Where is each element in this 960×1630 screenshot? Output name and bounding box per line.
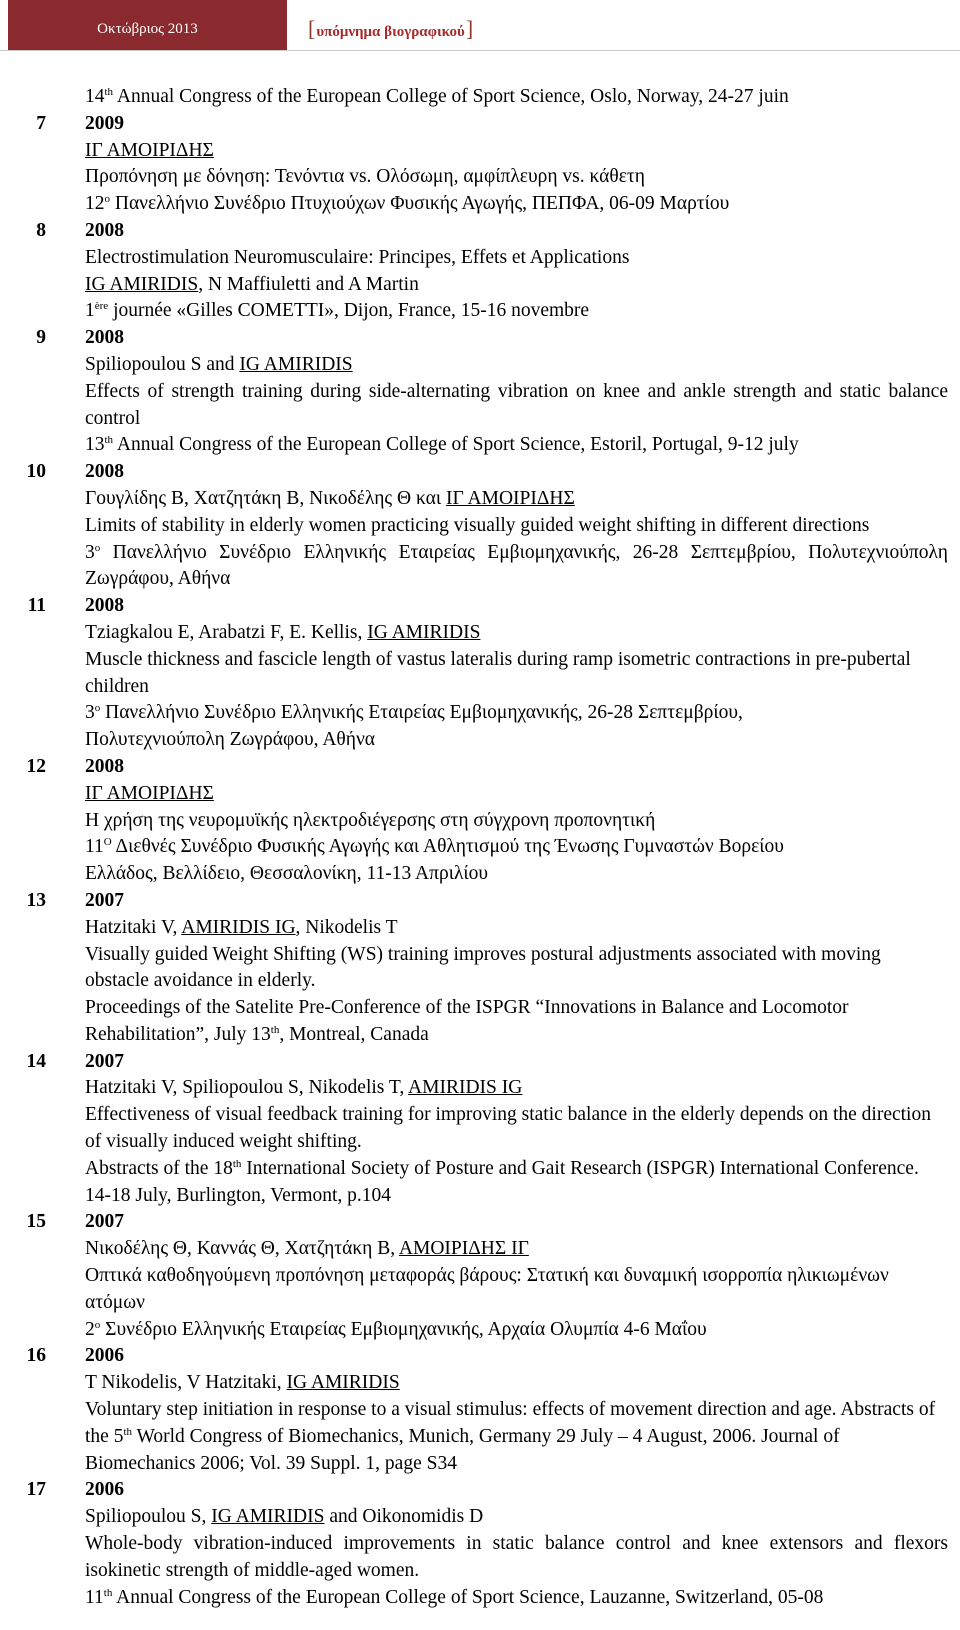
- entry-11-year-row: [0, 593, 960, 620]
- entry-9-authors: Spiliopoulou S and IG AMIRIDIS: [85, 353, 353, 375]
- entry-year: 2007: [85, 1211, 124, 1233]
- header-divider: [0, 50, 960, 51]
- entry-7-year-row: [0, 111, 960, 138]
- entry-year: 2008: [85, 461, 124, 483]
- page-header: [0, 0, 960, 54]
- entry-year: 2009: [85, 112, 124, 134]
- entry-17-authors: Spiliopoulou S, IG AMIRIDIS and Oikonomidis D: [85, 1506, 484, 1528]
- entry-11-title: Muscle thickness and fascicle length of vastus lateralis during ramp isometric contractions in pre-pubertal children: [85, 648, 911, 697]
- entry-9-title: Effects of strength training during side-alternating vibration on knee and ankle strength and static balance control: [85, 380, 948, 429]
- entry-9-year-row: [0, 325, 960, 352]
- entry-10-year-row: [0, 459, 960, 486]
- entry-number: 12: [26, 755, 46, 777]
- publication-list: [0, 84, 960, 1611]
- entry-12-authors: ΙΓ ΑΜΟΙΡΙΔΗΣ: [85, 782, 214, 804]
- entry-15-venue: $2^o$ Συνέδριο Ελληνικής Εταιρείας Εμβιομηχανικής, Αρχαία Ολυμπία 4-6 Μαΐου: [85, 1318, 707, 1340]
- entry-number: 15: [26, 1211, 46, 1233]
- entry-9-venue: 13th Annual Congress of the European College of Sport Science, Estoril, Portugal, 9-12 july: [85, 434, 799, 456]
- entry-12-venue: $11^O$ Διεθνές Συνέδριο Φυσικής Αγωγής και Αθλητισμού της Ένωσης Γυμναστών Βορείου: [85, 836, 784, 858]
- entry-12-title: Η χρήση της νευρομυϊκής ηλεκτροδιέγερσης στη σύγχρονη προπονητική: [85, 809, 656, 831]
- entry-12-venue-line2: Ελλάδος, Βελλίδειο, Θεσσαλονίκη, 11-13 Απριλίου: [85, 863, 489, 885]
- entry-17-venue: 11th Annual Congress of the European College of Sport Science, Lauzanne, Switzerland, 05-08: [85, 1586, 824, 1608]
- entry-16-year-row: [0, 1343, 960, 1370]
- entry-year: 2008: [85, 595, 124, 617]
- entry-number: 17: [26, 1479, 46, 1501]
- entry-number: 9: [36, 327, 46, 349]
- entry-year: 2007: [85, 1050, 124, 1072]
- entry-7-authors: ΙΓ ΑΜΟΙΡΙΔΗΣ: [85, 139, 214, 161]
- entry-10-title: Limits of stability in elderly women practicing visually guided weight shifting in different directions: [85, 514, 870, 536]
- entry-8-authors: IG AMIRIDIS, N Maffiuletti and A Martin: [85, 273, 419, 295]
- entry-12-year-row: [0, 754, 960, 781]
- entry-number: 14: [26, 1050, 46, 1072]
- entry-16-authors: T Nikodelis, V Hatzitaki, IG AMIRIDIS: [85, 1372, 400, 1394]
- entry-14-authors: Hatzitaki V, Spiliopoulou S, Nikodelis T, AMIRIDIS IG: [85, 1077, 523, 1099]
- entry-10-venue: $3^o$ Πανελλήνιο Συνέδριο Ελληνικής Εταιρείας Εμβιομηχανικής, 26-28 Σεπτεμβρίου, Πολυτεχνιούπολη Ζωγράφου, Αθήνα: [85, 541, 948, 590]
- header-subtitle: [308, 16, 473, 42]
- entry-8-title: Electrostimulation Neuromusculaire: Principes, Effets et Applications: [85, 246, 630, 268]
- entry-8-year-row: [0, 218, 960, 245]
- entry-15-authors: Νικοδέλης Θ, Καννάς Θ, Χατζητάκη Β, ΑΜΟΙΡΙΔΗΣ ΙΓ: [85, 1238, 529, 1260]
- entry-year: 2008: [85, 755, 124, 777]
- entry-number: 7: [36, 112, 46, 134]
- entry-year: 2008: [85, 219, 124, 241]
- bracket-open: [: [308, 16, 316, 41]
- entry-number: 16: [26, 1345, 46, 1367]
- entry-year: 2007: [85, 889, 124, 911]
- entry-14-venue: Abstracts of the 18th International Society of Posture and Gait Research (ISPGR) International Conference. 14-18 July, Burlington, Vermont, p.104: [85, 1157, 919, 1206]
- entry-13-title: Visually guided Weight Shifting (WS) training improves postural adjustments associated with moving obstacle avoidance in elderly.: [85, 943, 881, 992]
- header-month: Οκτώβριος 2013: [97, 21, 198, 37]
- entry-14-year-row: [0, 1049, 960, 1076]
- entry-10-authors: Γουγλίδης Β, Χατζητάκη Β, Νικοδέλης Θ και ΙΓ ΑΜΟΙΡΙΔΗΣ: [85, 487, 575, 509]
- entry-11-venue-line2: Πολυτεχνιούπολη Ζωγράφου, Αθήνα: [85, 729, 375, 751]
- header-subtitle-text: υπόμνημα βιογραφικού: [316, 24, 465, 40]
- entry-13-venue: Proceedings of the Satelite Pre-Conference of the ISPGR “Innovations in Balance and Locomotor Rehabilitation”, July 13th, Montreal, Canada: [85, 997, 849, 1045]
- entry-14-title: Effectiveness of visual feedback training for improving static balance in the elderly depends on the direction of visually induced weight shifting.: [85, 1104, 931, 1153]
- entry-7-title: Προπόνηση με δόνηση: Τενόντια vs. Ολόσωμη, αμφίπλευρη vs. κάθετη: [85, 166, 645, 188]
- entry-year: 2006: [85, 1479, 124, 1501]
- entry-15-year-row: [0, 1209, 960, 1236]
- entry-11-authors: Tziagkalou E, Arabatzi F, E. Kellis, IG AMIRIDIS: [85, 621, 481, 643]
- entry-15-title: Οπτικά καθοδηγούμενη προπόνηση μεταφοράς βάρους: Στατική και δυναμική ισορροπία ηλικιωμένων ατόμων: [85, 1265, 889, 1313]
- entry-11-venue: $3^o$ Πανελλήνιο Συνέδριο Ελληνικής Εταιρείας Εμβιομηχανικής, 26-28 Σεπτεμβρίου,: [85, 702, 743, 724]
- entry-7-venue: $12^o$ Πανελλήνιο Συνέδριο Πτυχιούχων Φυσικής Αγωγής, ΠΕΠΦΑ, 06-09 Μαρτίου: [85, 193, 730, 215]
- entry-16-title-venue: Voluntary step initiation in response to a visual stimulus: effects of movement direction and age. Abstracts of the 5th World Congress of Biomechanics, Munich, Germany 29 July – 4 August, 2006. Journal of Biomechanics 2006; Vol. 39 Suppl. 1, page S34: [85, 1399, 936, 1474]
- entry-number: 8: [36, 219, 46, 241]
- entry-13-year-row: [0, 888, 960, 915]
- entry-17-year-row: [0, 1477, 960, 1504]
- entry-year: 2008: [85, 327, 124, 349]
- entry-8-venue: 1ère journée «Gilles COMETTI», Dijon, France, 15-16 novembre: [85, 300, 590, 322]
- entry-17-title: Whole-body vibration-induced improvements in static balance control and knee extensors and flexors isokinetic strength of middle-aged women.: [85, 1533, 948, 1581]
- entry-number: 13: [26, 889, 46, 911]
- entry-6-venue: 14th Annual Congress of the European College of Sport Science, Oslo, Norway, 24-27 juin: [85, 86, 789, 107]
- entry-number: 11: [27, 595, 46, 617]
- bracket-close: ]: [465, 16, 474, 41]
- entry-13-authors: Hatzitaki V, AMIRIDIS IG, Nikodelis T: [85, 916, 398, 938]
- entry-number: 10: [26, 461, 46, 483]
- entry-year: 2006: [85, 1345, 124, 1367]
